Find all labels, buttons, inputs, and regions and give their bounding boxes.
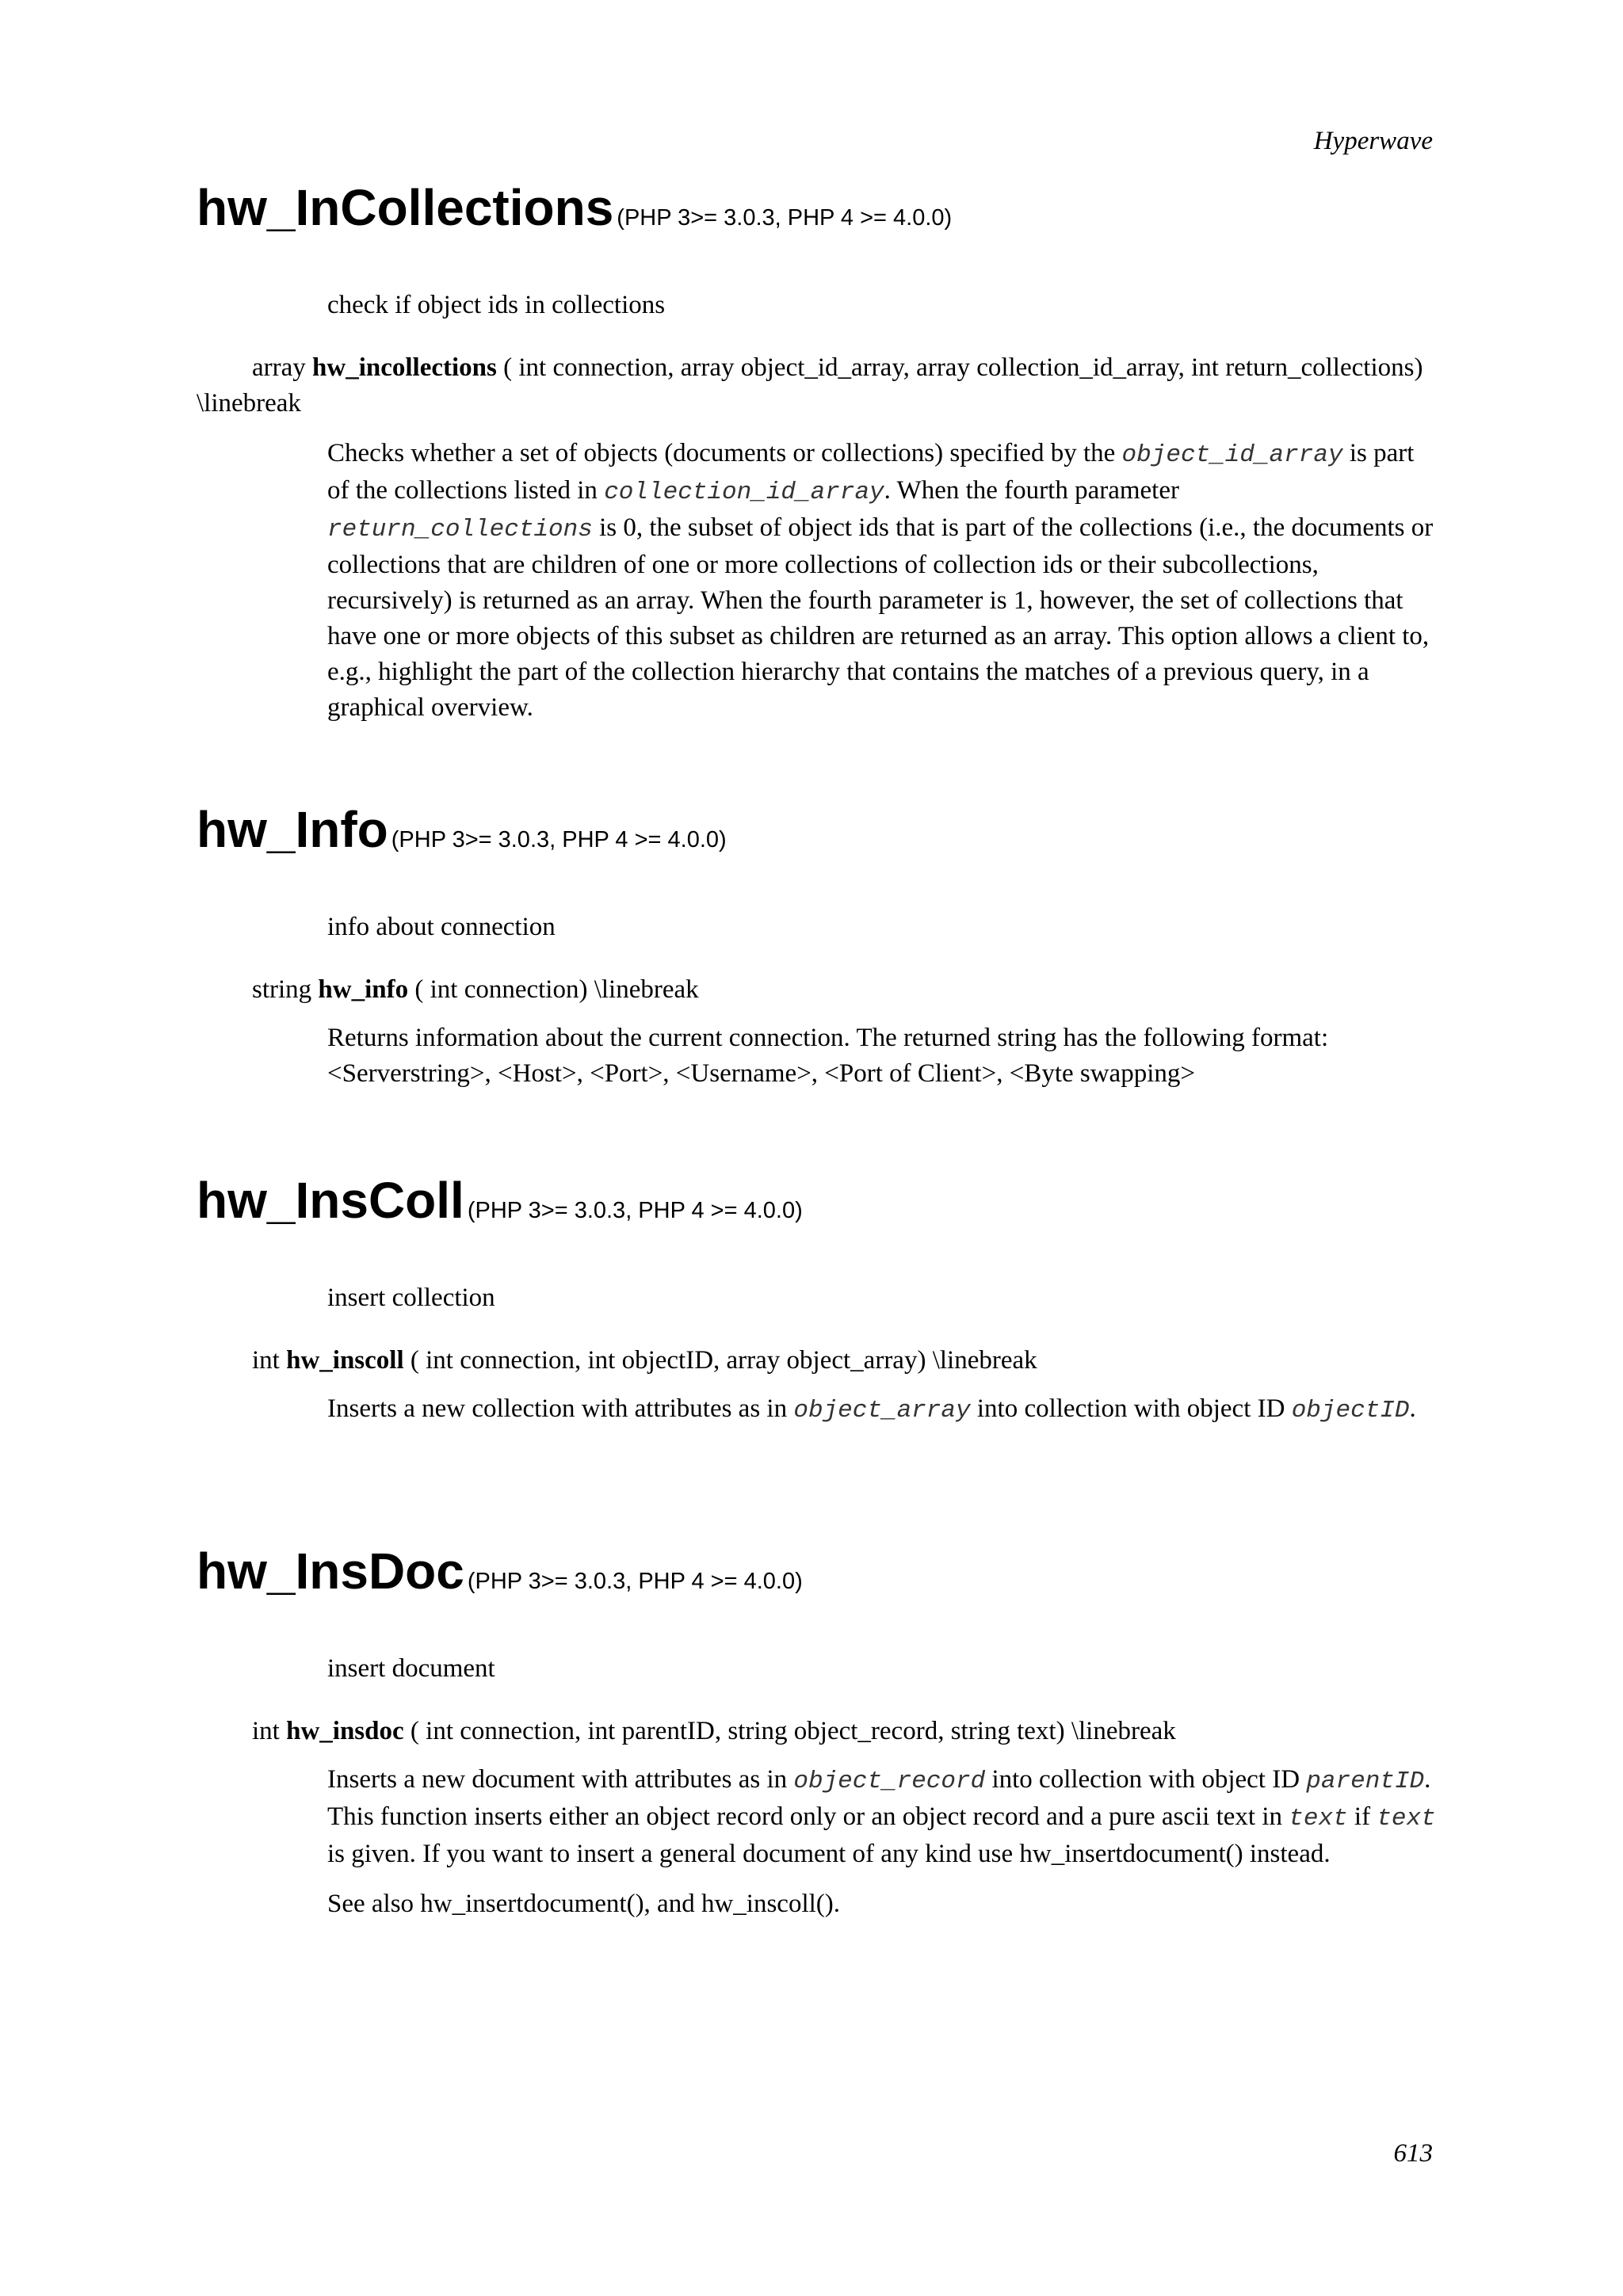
function-name: hw_InsColl bbox=[197, 1172, 464, 1229]
synopsis-arguments: ( int connection, int parentID, string object_record, string text) \linebreak bbox=[410, 1717, 1176, 1745]
synopsis-linebreak: \linebreak bbox=[197, 389, 301, 418]
function-name: hw_Info bbox=[197, 801, 388, 858]
description-text: . When the fourth parameter bbox=[884, 476, 1179, 505]
function-purpose: info about connection bbox=[327, 913, 556, 941]
function-purpose: check if object ids in collections bbox=[327, 291, 666, 319]
return-type: string bbox=[252, 975, 312, 1004]
description-text: if bbox=[1354, 1802, 1371, 1831]
running-header: Hyperwave bbox=[1313, 127, 1433, 155]
description-text: Checks whether a set of objects (documents or collections) specified by the bbox=[327, 439, 1116, 467]
parameter-ref: return_collections bbox=[327, 516, 593, 543]
synopsis-function-name: hw_insdoc bbox=[286, 1717, 404, 1745]
parameter-ref: collection_id_array bbox=[604, 479, 884, 506]
function-purpose: insert collection bbox=[327, 1283, 495, 1312]
function-description bbox=[327, 436, 1437, 726]
function-synopsis bbox=[252, 1714, 1465, 1749]
synopsis-function-name: hw_inscoll bbox=[286, 1346, 404, 1375]
function-description bbox=[327, 1020, 1437, 1092]
parameter-ref: parentID bbox=[1306, 1768, 1425, 1795]
version-info: (PHP 3>= 3.0.3, PHP 4 >= 4.0.0) bbox=[467, 1198, 803, 1223]
synopsis-arguments: ( int connection, int objectID, array object_array) \linebreak bbox=[410, 1346, 1037, 1375]
description-text: Inserts a new document with attributes as in bbox=[327, 1765, 788, 1794]
function-heading bbox=[197, 178, 952, 237]
parameter-ref: text bbox=[1289, 1805, 1348, 1833]
description-text: is part of the collections listed in bbox=[327, 439, 1415, 505]
version-info: (PHP 3>= 3.0.3, PHP 4 >= 4.0.0) bbox=[391, 827, 727, 852]
function-synopsis bbox=[252, 972, 1465, 1008]
function-heading bbox=[197, 1542, 803, 1600]
version-info: (PHP 3>= 3.0.3, PHP 4 >= 4.0.0) bbox=[467, 1569, 803, 1594]
function-description bbox=[327, 1391, 1437, 1428]
synopsis-arguments: ( int connection) \linebreak bbox=[414, 975, 699, 1004]
function-heading bbox=[197, 1171, 803, 1230]
function-name: hw_InsDoc bbox=[197, 1543, 464, 1600]
parameter-ref: object_id_array bbox=[1121, 441, 1343, 469]
description-text: into collection with object ID bbox=[976, 1394, 1285, 1423]
version-info: (PHP 3>= 3.0.3, PHP 4 >= 4.0.0) bbox=[617, 205, 953, 231]
parameter-ref: objectID bbox=[1291, 1397, 1410, 1425]
see-also: See also hw_insertdocument(), and hw_inscoll(). bbox=[327, 1890, 841, 1918]
description-text: Returns information about the current connection. The returned string has the following format: bbox=[327, 1024, 1329, 1052]
function-synopsis bbox=[252, 1343, 1465, 1379]
description-text: is 0, the subset of object ids that is part of the collections (i.e., the documents or collections that are children of one or more collections of collection ids or their subcollections, recursively) is returned as an array. When the fourth parameter is 1, however, the set of collections that have one or more objects of this subset as children are returned as an array. This option allows a client to, e.g., highlight the part of the collection hierarchy that contains the matches of a previous query, in a graphical overview. bbox=[327, 513, 1434, 722]
description-text: into collection with object ID bbox=[991, 1765, 1300, 1794]
function-purpose: insert document bbox=[327, 1654, 495, 1683]
synopsis-function-name: hw_info bbox=[318, 975, 409, 1004]
function-description bbox=[327, 1762, 1437, 1922]
return-type: int bbox=[252, 1346, 280, 1375]
page-number: 613 bbox=[1393, 2139, 1433, 2168]
description-text: is given. If you want to insert a general document of any kind use hw_insertdocument() instead. bbox=[327, 1840, 1331, 1868]
description-text: . This function inserts either an object record only or an object record and a pure ascii text in bbox=[327, 1765, 1431, 1831]
synopsis-arguments: ( int connection, array object_id_array, array collection_id_array, int return_collections) bbox=[503, 353, 1423, 382]
function-name: hw_InCollections bbox=[197, 179, 614, 236]
return-type: int bbox=[252, 1717, 280, 1745]
parameter-ref: object_array bbox=[793, 1397, 971, 1425]
function-heading bbox=[197, 800, 727, 859]
format-string: <Serverstring>, <Host>, <Port>, <Username>, <Port of Client>, <Byte swapping> bbox=[327, 1059, 1195, 1088]
description-text: Inserts a new collection with attributes as in bbox=[327, 1394, 788, 1423]
parameter-ref: text bbox=[1377, 1805, 1436, 1833]
function-synopsis bbox=[197, 350, 1465, 421]
description-text: . bbox=[1409, 1394, 1416, 1423]
return-type: array bbox=[252, 353, 306, 382]
parameter-ref: object_record bbox=[793, 1768, 986, 1795]
synopsis-function-name: hw_incollections bbox=[312, 353, 497, 382]
